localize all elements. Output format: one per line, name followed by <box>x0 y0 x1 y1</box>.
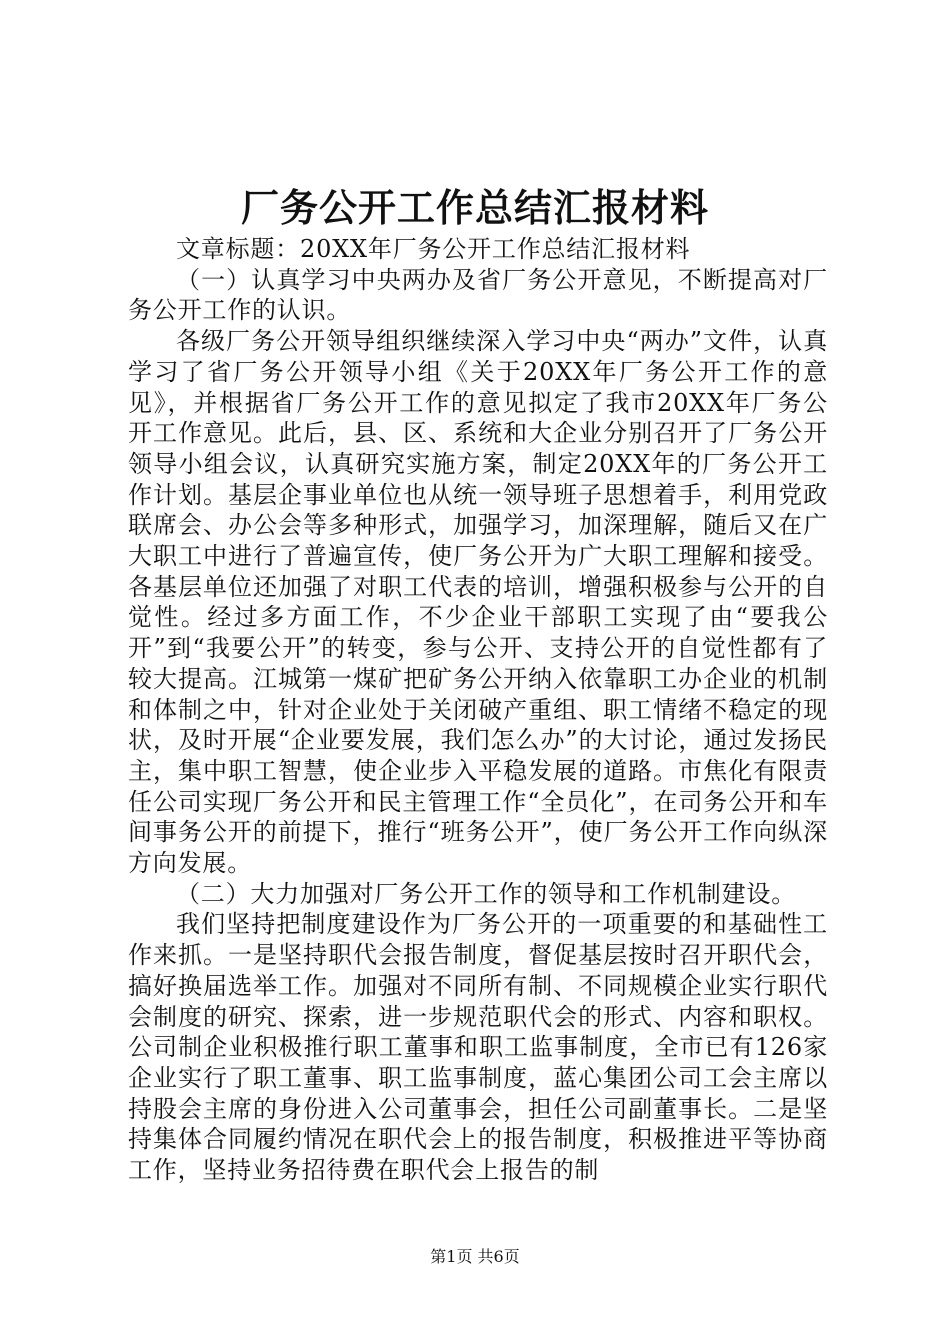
body-paragraph: 我们坚持把制度建设作为厂务公开的一项重要的和基础性工作来抓。一是坚持职代会报告制度，督促基层按时召开职代会，搞好换届选举工作。加强对不同所有制、不同规模企业实行职代会制度的研究、探索，进一步规范职代会的形式、内容和职权。公司制企业积极推行职工董事和职工监事制度，全市已有126家企业实行了职工董事、职工监事制度，蓝心集团公司工会主席以持股会主席的身份进入公司董事会，担任公司副董事长。二是坚持集体合同履约情况在职代会上的报告制度，积极推进平等协商工作，坚持业务招待费在职代会上报告的制 <box>128 910 828 1185</box>
document-body <box>128 234 828 1186</box>
body-paragraph: 各级厂务公开领导组织继续深入学习中央“两办”文件，认真学习了省厂务公开领导小组《关于20XX年厂务公开工作的意见》，并根据省厂务公开工作的意见拟定了我市20XX年厂务公开工作意见。此后，县、区、系统和大企业分别召开了厂务公开领导小组会议，认真研究实施方案，制定20XX年的厂务公开工作计划。基层企事业单位也从统一领导班子思想着手，利用党政联席会、办公会等多种形式，加强学习，加深理解，随后又在广大职工中进行了普遍宣传，使厂务公开为广大职工理解和接受。各基层单位还加强了对职工代表的培训，增强积极参与公开的自觉性。经过多方面工作，不少企业干部职工实现了由“要我公开”到“我要公开”的转变，参与公开、支持公开的自觉性都有了较大提高。江城第一煤矿把矿务公开纳入依靠职工办企业的机制和体制之中，针对企业处于关闭破产重组、职工情绪不稳定的现状，及时开展“企业要发展，我们怎么办”的大讨论，通过发扬民主，集中职工智慧，使企业步入平稳发展的道路。市焦化有限责任公司实现厂务公开和民主管理工作“全员化”，在司务公开和车间事务公开的前提下，推行“班务公开”，使厂务公开工作向纵深方向发展。 <box>128 327 828 878</box>
section-heading-2: （二）大力加强对厂务公开工作的领导和工作机制建设。 <box>176 879 796 908</box>
page-footer: 第1页 共6页 <box>430 1247 520 1266</box>
document-title: 厂务公开工作总结汇报材料 <box>240 185 709 230</box>
article-title-line: 文章标题：20XX年厂务公开工作总结汇报材料 <box>176 235 691 263</box>
section-heading-1: （一）认真学习中央两办及省厂务公开意见，不断提高对厂务公开工作的认识。 <box>128 265 828 325</box>
